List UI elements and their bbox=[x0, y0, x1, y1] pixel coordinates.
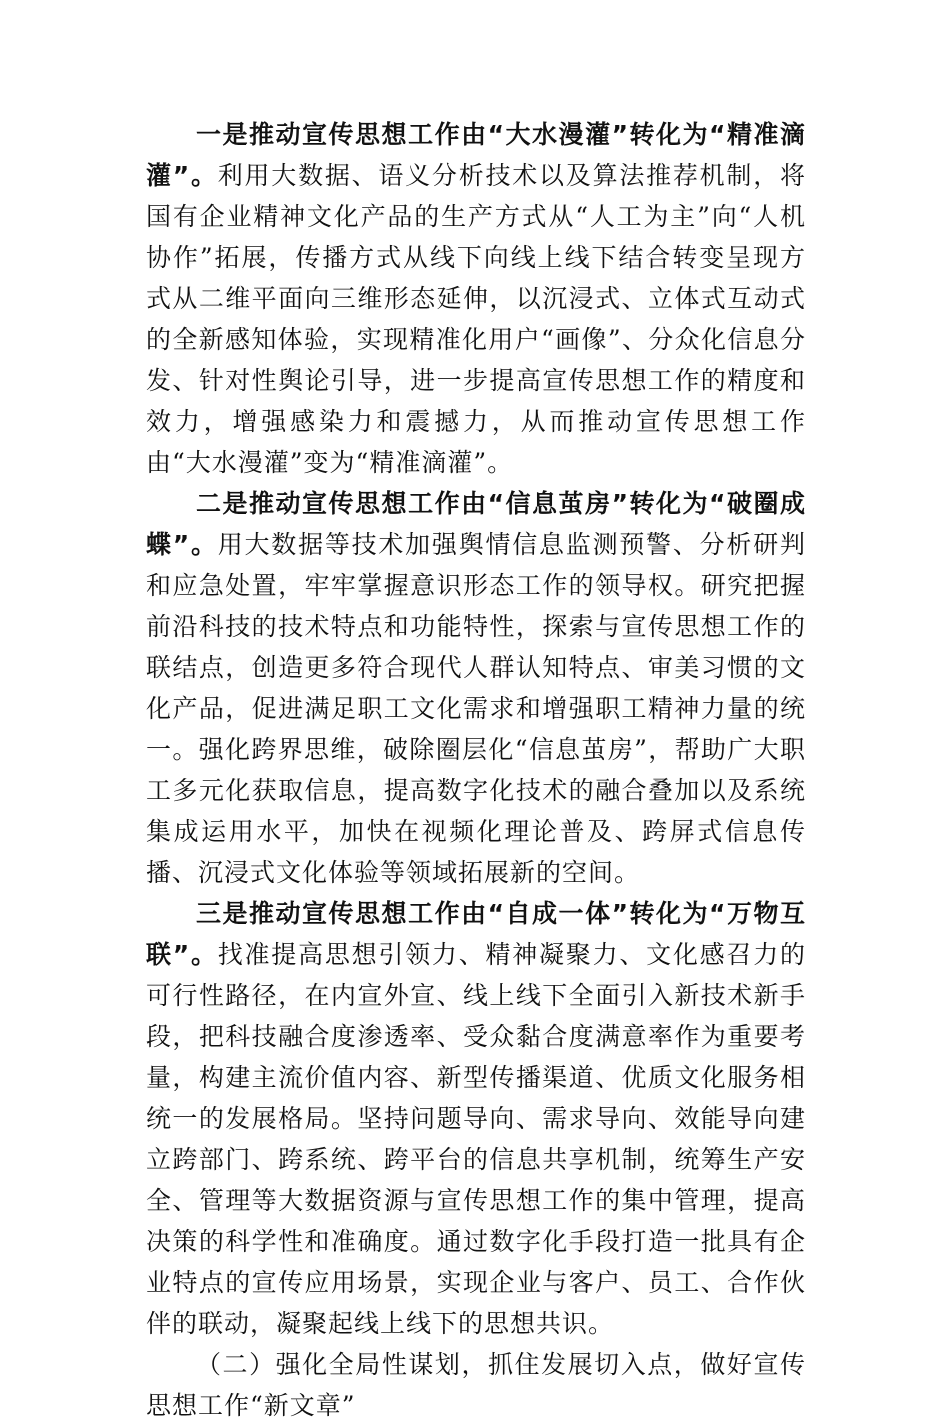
document-body bbox=[146, 114, 806, 1426]
paragraph-2 bbox=[146, 483, 806, 893]
paragraph-1-lead: 一是推动宣传思想工作由“大水漫灌”转化为“精准滴灌”。 bbox=[146, 120, 806, 190]
paragraph-1-body: 利用大数据、语义分析技术以及算法推荐机制，将国有企业精神文化产品的生产方式从“人工为主”向“人机协作”拓展，传播方式从线下向线上线下结合转变呈现方式从二维平面向三维形态延伸，以沉浸式、立体式互动式的全新感知体验，实现精准化用户“画像”、分众化信息分发、针对性舆论引导，进一步提高宣传思想工作的精度和效力，增强感染力和震撼力，从而推动宣传思想工作由“大水漫灌”变为“精准滴灌”。 bbox=[146, 161, 806, 477]
paragraph-2-lead: 二是推动宣传思想工作由“信息茧房”转化为“破圈成蝶”。 bbox=[146, 489, 806, 559]
paragraph-1 bbox=[146, 114, 806, 483]
paragraph-2-body: 用大数据等技术加强舆情信息监测预警、分析研判和应急处置，牢牢掌握意识形态工作的领导权。研究把握前沿科技的技术特点和功能特性，探索与宣传思想工作的联结点，创造更多符合现代人群认知特点、审美习惯的文化产品，促进满足职工文化需求和增强职工精神力量的统一。强化跨界思维，破除圈层化“信息茧房”，帮助广大职工多元化获取信息，提高数字化技术的融合叠加以及系统集成运用水平，加快在视频化理论普及、跨屏式信息传播、沉浸式文化体验等领域拓展新的空间。 bbox=[146, 530, 806, 887]
paragraph-3 bbox=[146, 893, 806, 1344]
section-heading: （二）强化全局性谋划，抓住发展切入点，做好宣传思想工作“新文章” bbox=[146, 1350, 806, 1420]
paragraph-3-body: 找准提高思想引领力、精神凝聚力、文化感召力的可行性路径，在内宣外宣、线上线下全面引入新技术新手段，把科技融合度渗透率、受众黏合度满意率作为重要考量，构建主流价值内容、新型传播渠道、优质文化服务相统一的发展格局。坚持问题导向、需求导向、效能导向建立跨部门、跨系统、跨平台的信息共享机制，统筹生产安全、管理等大数据资源与宣传思想工作的集中管理，提高决策的科学性和准确度。通过数字化手段打造一批具有企业特点的宣传应用场景，实现企业与客户、员工、合作伙伴的联动，凝聚起线上线下的思想共识。 bbox=[146, 940, 806, 1338]
paragraph-3-lead: 三是推动宣传思想工作由“自成一体”转化为“万物互联”。 bbox=[146, 899, 806, 969]
